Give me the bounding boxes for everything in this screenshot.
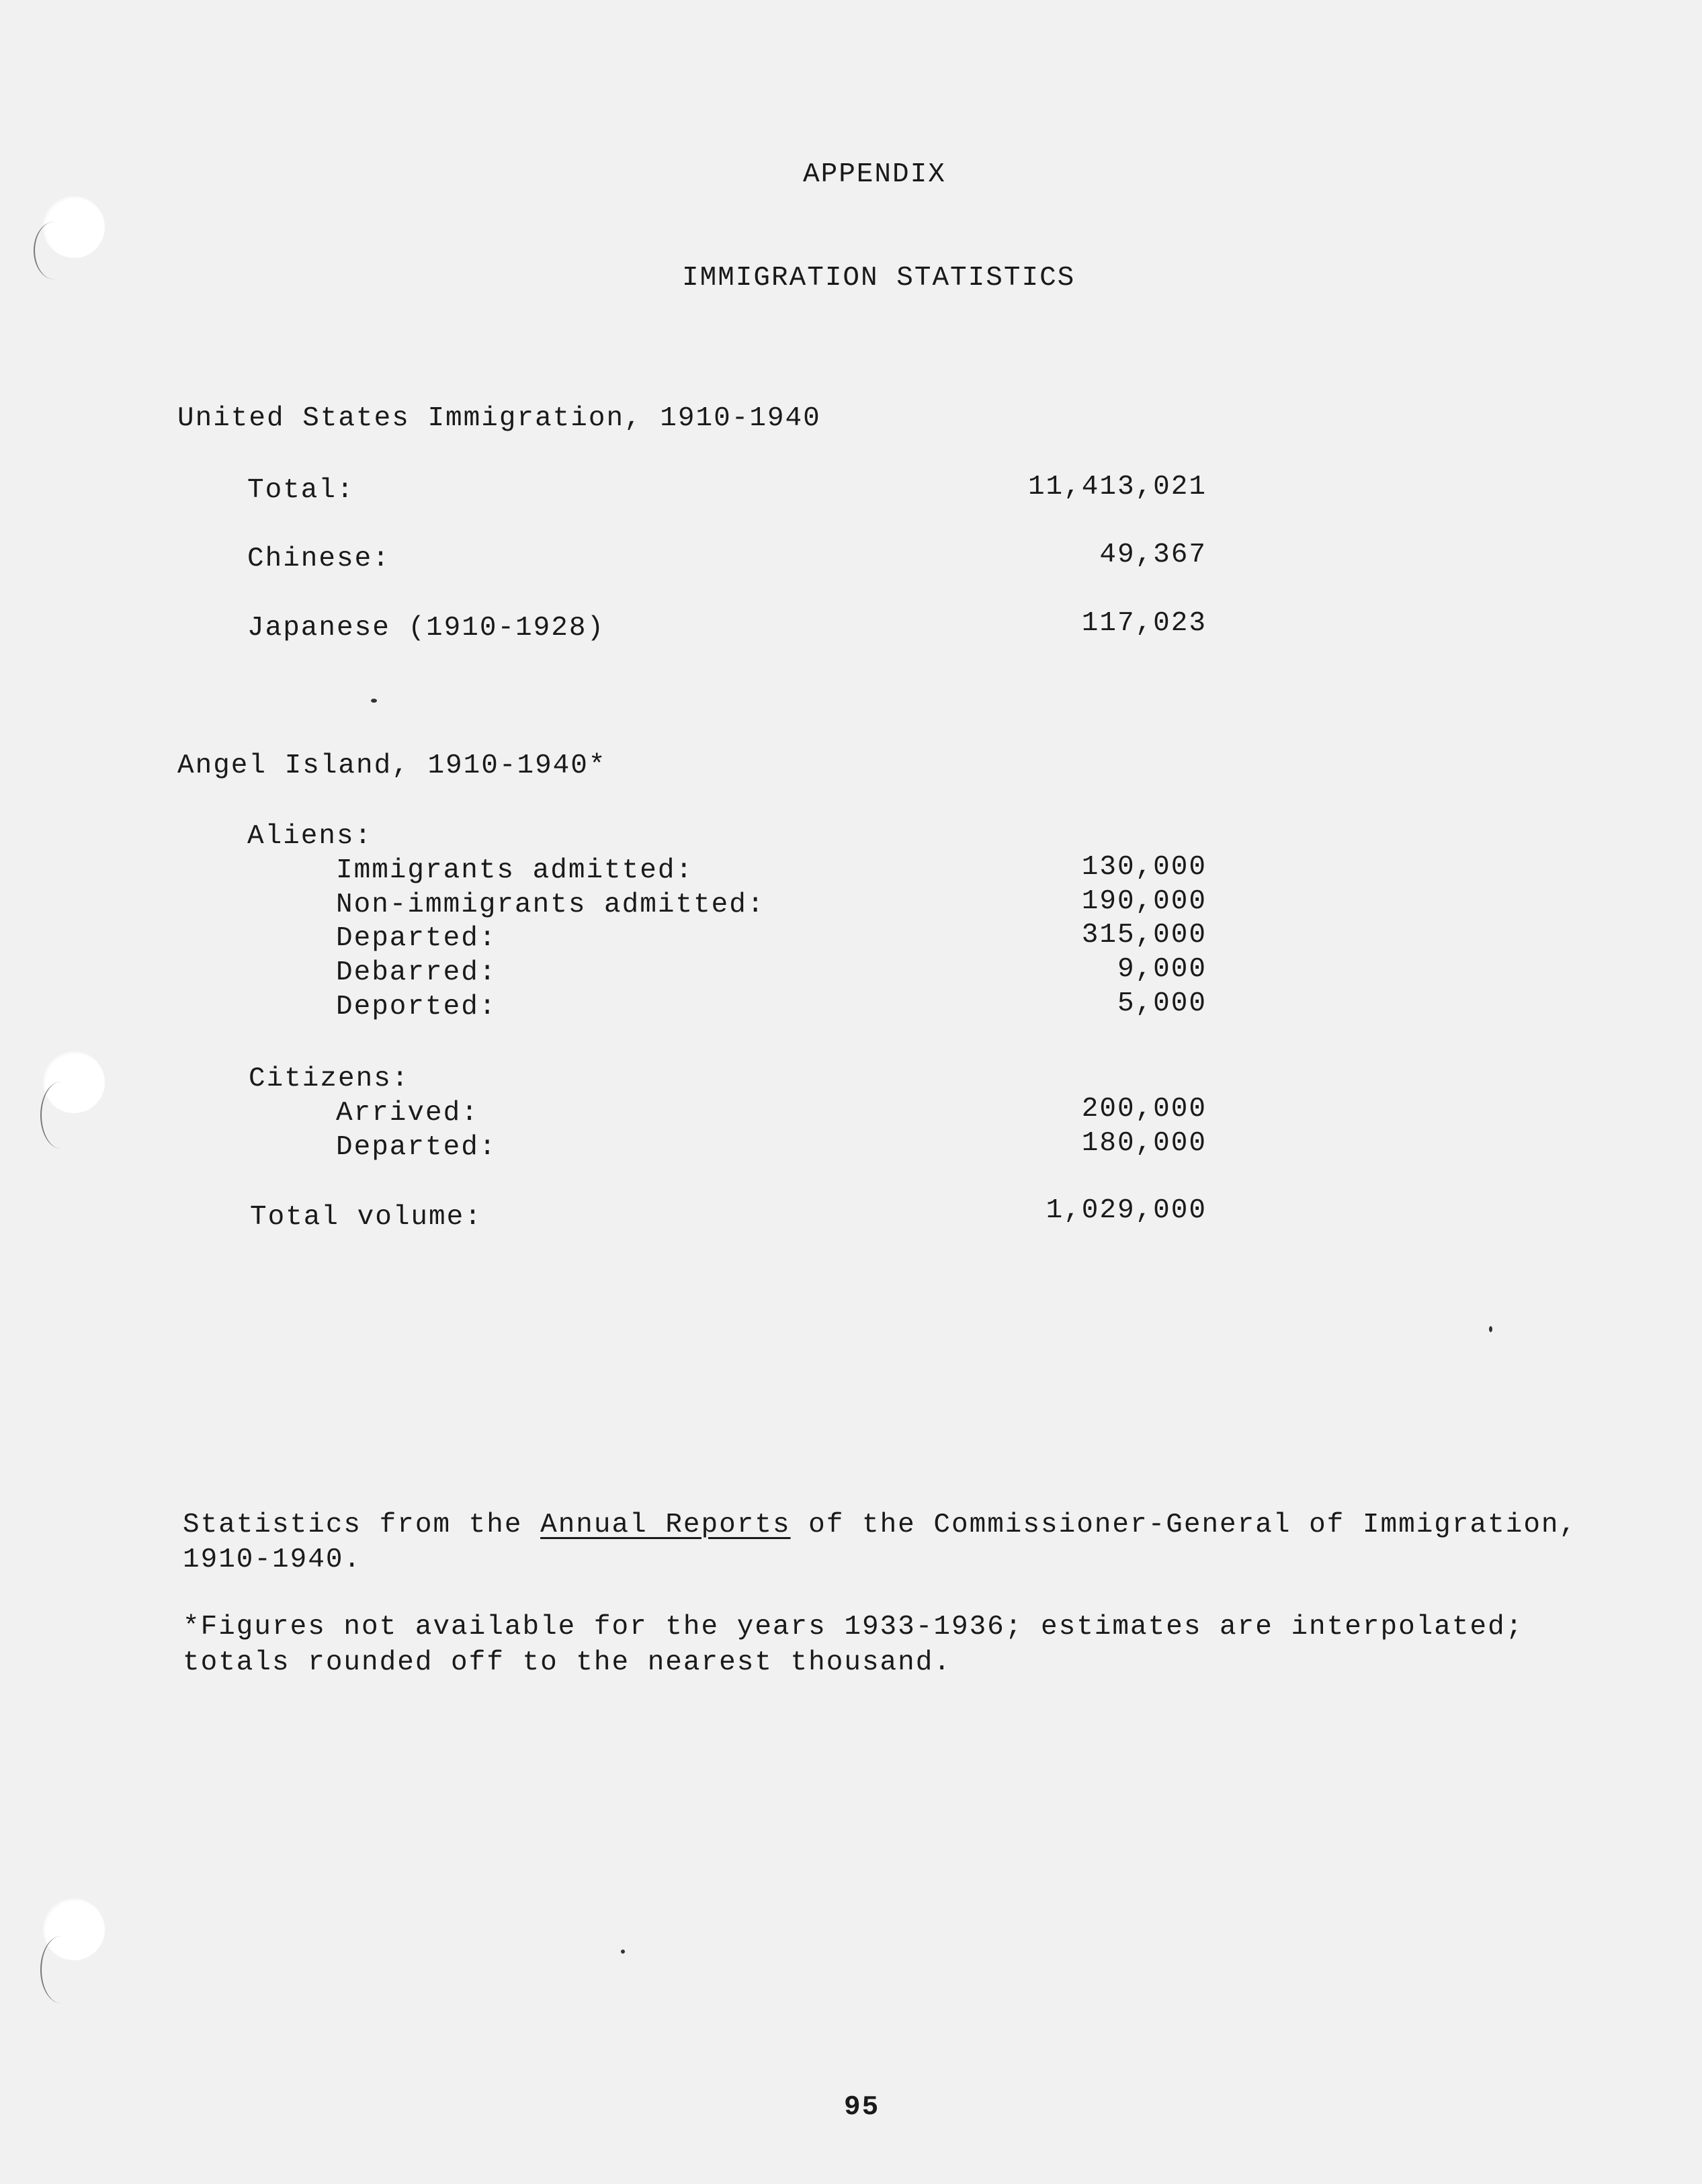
aliens-row-value: 5,000	[1117, 988, 1207, 1019]
appendix-heading: APPENDIX	[803, 159, 946, 190]
us-row-label: Total:	[247, 475, 355, 506]
us-section-heading: United States Immigration, 1910-1940	[177, 403, 821, 434]
speck	[1489, 1326, 1492, 1332]
punch-hole-top-shadow	[34, 222, 75, 279]
page-number: 95	[844, 2092, 880, 2123]
citizens-label: Citizens:	[249, 1063, 410, 1094]
source-note-line1	[183, 1512, 1577, 1539]
us-row-label: Japanese (1910-1928)	[247, 613, 605, 644]
aliens-row-value: 130,000	[1081, 852, 1207, 883]
aliens-row-value: 315,000	[1081, 920, 1207, 951]
aliens-row-label: Non-immigrants admitted:	[336, 889, 765, 920]
aliens-row-label: Deported:	[336, 992, 497, 1022]
footnote-line1: *Figures not available for the years 1933-1936; estimates are interpolated;	[183, 1612, 1524, 1643]
aliens-row-label: Departed:	[336, 923, 497, 954]
angel-section-heading: Angel Island, 1910-1940*	[177, 750, 607, 781]
source-note-text: of the Commissioner-General of Immigration,	[790, 1510, 1578, 1540]
citizens-row-value: 180,000	[1081, 1128, 1207, 1159]
us-row-label: Chinese:	[247, 543, 390, 574]
source-note-text: Statistics from the	[183, 1510, 541, 1540]
citizens-row-value: 200,000	[1081, 1094, 1207, 1125]
punch-hole-bottom-shadow	[40, 1936, 82, 2003]
us-row-value: 11,413,021	[1027, 472, 1207, 503]
footnote-line2: totals rounded off to the nearest thousand.	[183, 1647, 951, 1678]
us-row-value: 117,023	[1081, 608, 1207, 639]
speck	[371, 699, 377, 703]
annual-reports-title: Annual Reports	[540, 1510, 791, 1540]
source-note-line2: 1910-1940.	[183, 1544, 362, 1575]
aliens-row-value: 190,000	[1081, 886, 1207, 917]
citizens-row-label: Arrived:	[336, 1098, 479, 1129]
aliens-row-label: Immigrants admitted:	[336, 855, 694, 886]
total-volume-label: Total volume:	[250, 1202, 482, 1233]
aliens-label: Aliens:	[247, 821, 373, 852]
punch-hole-middle-shadow	[40, 1082, 82, 1149]
us-row-value: 49,367	[1099, 539, 1207, 570]
aliens-row-value: 9,000	[1117, 954, 1207, 985]
aliens-row-label: Debarred:	[336, 957, 497, 988]
page-title: IMMIGRATION STATISTICS	[682, 263, 1076, 294]
citizens-row-label: Departed:	[336, 1132, 497, 1163]
speck	[621, 1950, 625, 1954]
total-volume-value: 1,029,000	[1046, 1195, 1207, 1226]
